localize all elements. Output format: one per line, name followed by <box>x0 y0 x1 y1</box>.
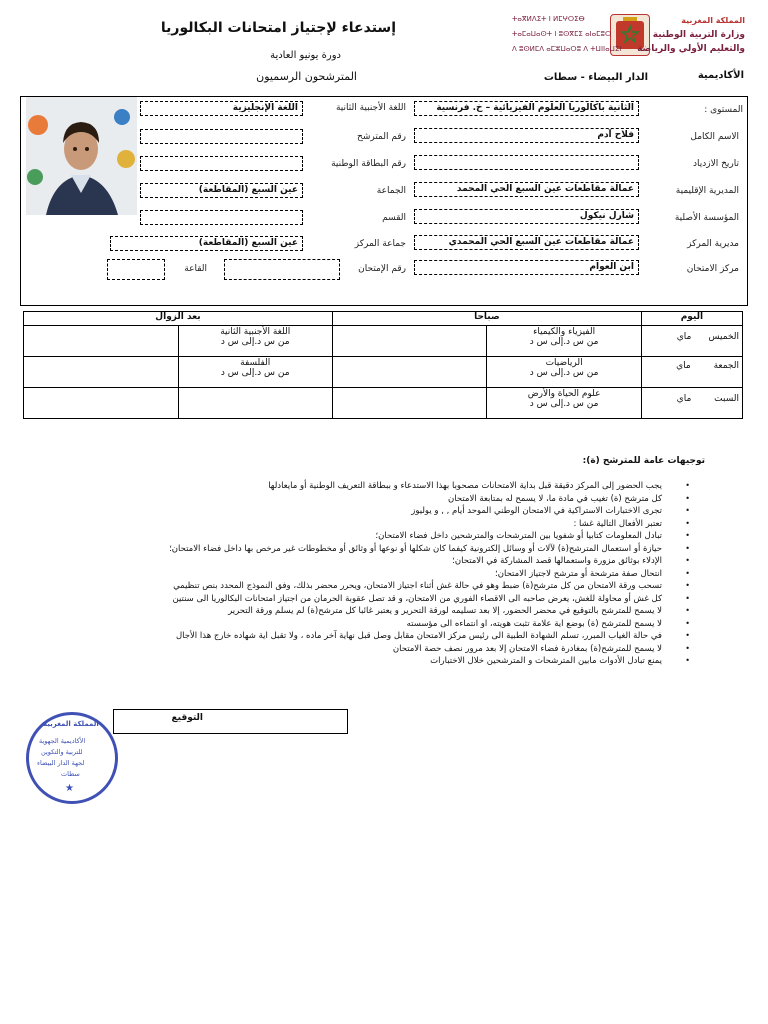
room-field <box>107 259 165 280</box>
second-language-label: اللغة الأجنبية الثانية <box>335 103 406 113</box>
national-id-field <box>140 156 303 171</box>
directorate-label: المديرية الإقليمية <box>675 186 739 196</box>
stamp-line-2: للتربية والتكوين <box>41 748 83 756</box>
list-item: • كل مترشح (ة) تغيب في مادة ما، لا يسمح له بمتابعة الامتحان <box>74 493 684 506</box>
ministry-line-1: المملكة المغربية <box>681 16 745 25</box>
list-item: • في حالة الغياب المبرر، تسلم الشهادة الطبية الى رئيس مركز الامتحان مقابل وصل قبل نهاية آخر ماده ، ولا تقبل اية شهاده خارج هذا الأجال <box>74 630 684 643</box>
instructions-title: توجيهات عامة للمترشح (ة): <box>582 456 705 466</box>
list-item: • تجرى الاختبارات الاستراكية في الامتحان الوطني الموحد أيام , , و يوليوز <box>74 505 684 518</box>
center-commune-field: عين السبع (المقاطعة) <box>110 236 303 251</box>
signature-label: التوقيع <box>171 713 203 723</box>
list-item: • كل غش أو محاولة للغش، يعرض صاحبه الى الاقصاء الفوري من الامتحان، و قد تصل عقوبة الحرمان من اجتياز امتحانات البكالوريا الى سنتين <box>74 593 684 606</box>
time-codes: من س د.إلى س د <box>529 337 599 347</box>
list-item: • انتحال صفة مترشحة أو مترشح لاجتياز الامتحان؛ <box>74 568 684 581</box>
stamp-line-1: الأكاديمية الجهوية <box>39 737 86 745</box>
room-label: القاعة <box>184 264 207 274</box>
level-label: المستوى : <box>704 105 743 115</box>
document-title: إستدعاء لإجتياز امتحانات البكالوريا <box>160 20 396 36</box>
month-name: ماي <box>676 394 692 404</box>
center-directorate-label: مديرية المركز <box>687 239 739 249</box>
list-item: • الإدلاء بوثائق مزورة واستعمالها قصد المشاركة في الامتحان؛ <box>74 555 684 568</box>
morning-subject: علوم الحياة والأرض <box>527 389 601 399</box>
list-item: • يمنع تبادل الأدوات مابين المترشحات و المترشحين خلال الاختبارات <box>74 655 684 668</box>
morning-subject: الرياضيات <box>545 358 583 368</box>
afternoon-subject: اللغة الأجنبية الثانية <box>220 327 291 337</box>
list-item: • حيازة أو استعمال المترشح(ة) لآلات أو وسائل إلكترونية كيفما كان شكلها أو نوعها أو وثائق أو مخطوطات غير مرخص بها داخل فضاء الامتحان؛ <box>74 543 684 556</box>
candidate-number-field <box>140 129 303 144</box>
exam-schedule-table <box>23 311 743 419</box>
origin-school-label: المؤسسة الأصلية <box>674 213 739 223</box>
day-name: السبت <box>714 394 739 404</box>
second-language-field: اللغة الإنجليزية <box>140 101 303 116</box>
table-row <box>24 357 743 388</box>
academy-value: الدار البيضاء - سطات <box>543 72 648 83</box>
afternoon-subject: الفلسفة <box>240 358 271 368</box>
origin-school-field: شارل نيكول <box>414 209 639 224</box>
afternoon-extra-cell <box>24 388 179 419</box>
tifinagh-line-2: ⵜⴰⵎⴰⵡⴰⵙⵜ ⵏ ⵓⵙⴳⵎⵉ ⴰⵏⴰⵎⵓⵔ <box>512 30 612 38</box>
tifinagh-line-3: ⴷ ⵓⵙⵍⵎⴷ ⴰⵎⵣⵡⴰⵔⵓ ⴷ ⵜⵡⵏⵏⴰⵡⵉⵏ <box>512 45 622 53</box>
center-commune-label: جماعة المركز <box>354 239 406 249</box>
directorate-field: عمالة مقاطعات عين السبع الحي المحمد <box>414 182 639 197</box>
class-label: القسم <box>382 213 406 223</box>
fullname-field: فلاح آدم <box>414 128 639 143</box>
exam-number-label: رقم الإمتحان <box>358 264 406 274</box>
afternoon-extra-cell <box>24 357 179 388</box>
list-item: • يجب الحضور إلى المركز دقيقة قبل بداية الامتحانات مصحوبا بهذا الاستدعاء و ببطاقة التعريف الوطنية أو مايعادلها <box>74 480 684 493</box>
commune-label: الجماعة <box>376 186 406 196</box>
table-row <box>24 326 743 357</box>
month-name: ماي <box>676 361 691 371</box>
table-row <box>24 388 743 419</box>
stamp-outer-text: المملكة المغربية <box>43 720 99 728</box>
list-item: • لا يسمح للمترشح (ة) بوضع اية علامة تثبت هويته، او انتماءه الى مؤسسته <box>74 618 684 631</box>
center-directorate-field: عمالة مقاطعات عين السبع الحي المحمدي <box>414 235 639 250</box>
academy-stamp <box>26 712 118 804</box>
afternoon-column-header: بعد الزوال <box>24 312 333 326</box>
time-codes: من س د.إلى س د <box>529 368 599 378</box>
list-item: • لا يسمح للمترشح بالتوقيع في محضر الحضور، إلا بعد تسليمه لورقة التحرير و يعتبر غائبا كل مترشح(ة) لم يسلم ورقة التحرير <box>74 605 684 618</box>
national-id-label: رقم البطاقة الوطنية <box>331 159 406 169</box>
candidates-type: المترشحون الرسميون <box>256 70 357 83</box>
academy-label: الأكاديمية <box>697 70 744 81</box>
candidate-number-label: رقم المترشح <box>357 132 406 142</box>
stamp-line-3: لجهة الدار البيضاء <box>37 759 85 767</box>
morning-column-header: صباحا <box>332 312 641 326</box>
list-item: • تعتبر الأفعال التالية غشا : <box>74 518 684 531</box>
list-item: • تبادل المعلومات كتابيا أو شفويا بين المترشحات والمترشحين داخل فضاء الامتحان؛ <box>74 530 684 543</box>
level-field: الثانية باكالوريا العلوم الفيزيائية – خ. فرنسية <box>414 101 639 116</box>
time-codes: من س د.إلى س د <box>220 368 290 378</box>
signature-box <box>113 709 348 734</box>
afternoon-extra-cell <box>24 326 179 357</box>
session-label: دورة يونيو العادية <box>270 50 341 61</box>
morning-extra-cell <box>332 326 486 357</box>
time-codes: من س د.إلى س د <box>220 337 290 347</box>
day-name: الجمعة <box>713 361 739 371</box>
morning-extra-cell <box>332 357 486 388</box>
month-name: ماي <box>676 332 692 342</box>
day-name: الخميس <box>708 332 739 342</box>
day-column-header: اليوم <box>641 312 742 326</box>
exam-number-field <box>224 259 340 280</box>
stamp-line-4: سطات <box>61 770 80 778</box>
class-field <box>140 210 303 225</box>
fullname-label: الاسم الكامل <box>690 132 739 142</box>
list-item: • لا يسمح للمترشح(ة) بمغادرة فضاء الامتحان إلا بعد مرور نصف حصة الامتحان <box>74 643 684 656</box>
candidate-photo <box>26 97 137 215</box>
ministry-line-2: وزارة التربية الوطنية <box>652 30 745 40</box>
birthdate-label: تاريخ الازدياد <box>692 159 739 169</box>
exam-center-field: ابن العوام <box>414 260 639 275</box>
commune-field: عين السبع (المقاطعة) <box>140 183 303 198</box>
morning-subject: الفيزياء والكيمياء <box>533 327 596 337</box>
tifinagh-line-1: ⵜⴰⴳⵍⴷⵉⵜ ⵏ ⵍⵎⵖⵔⵉⴱ <box>512 15 585 23</box>
ministry-line-3: والتعليم الأولي والرياضة <box>637 44 745 54</box>
morning-extra-cell <box>332 388 486 419</box>
exam-center-label: مركز الامتحان <box>686 264 739 274</box>
time-codes: من س د.إلى س د <box>529 399 599 409</box>
instructions-list <box>74 480 684 668</box>
birthdate-field <box>414 155 639 170</box>
list-item: • تسحب ورقة الامتحان من كل مترشح(ة) ضبط وهو في حالة غش أثناء اجتياز الامتحان، ويحرر محضر بذلك، وفق النموذج المحدد بنص تنظيمي <box>74 580 684 593</box>
star-icon: ★ <box>65 783 74 794</box>
